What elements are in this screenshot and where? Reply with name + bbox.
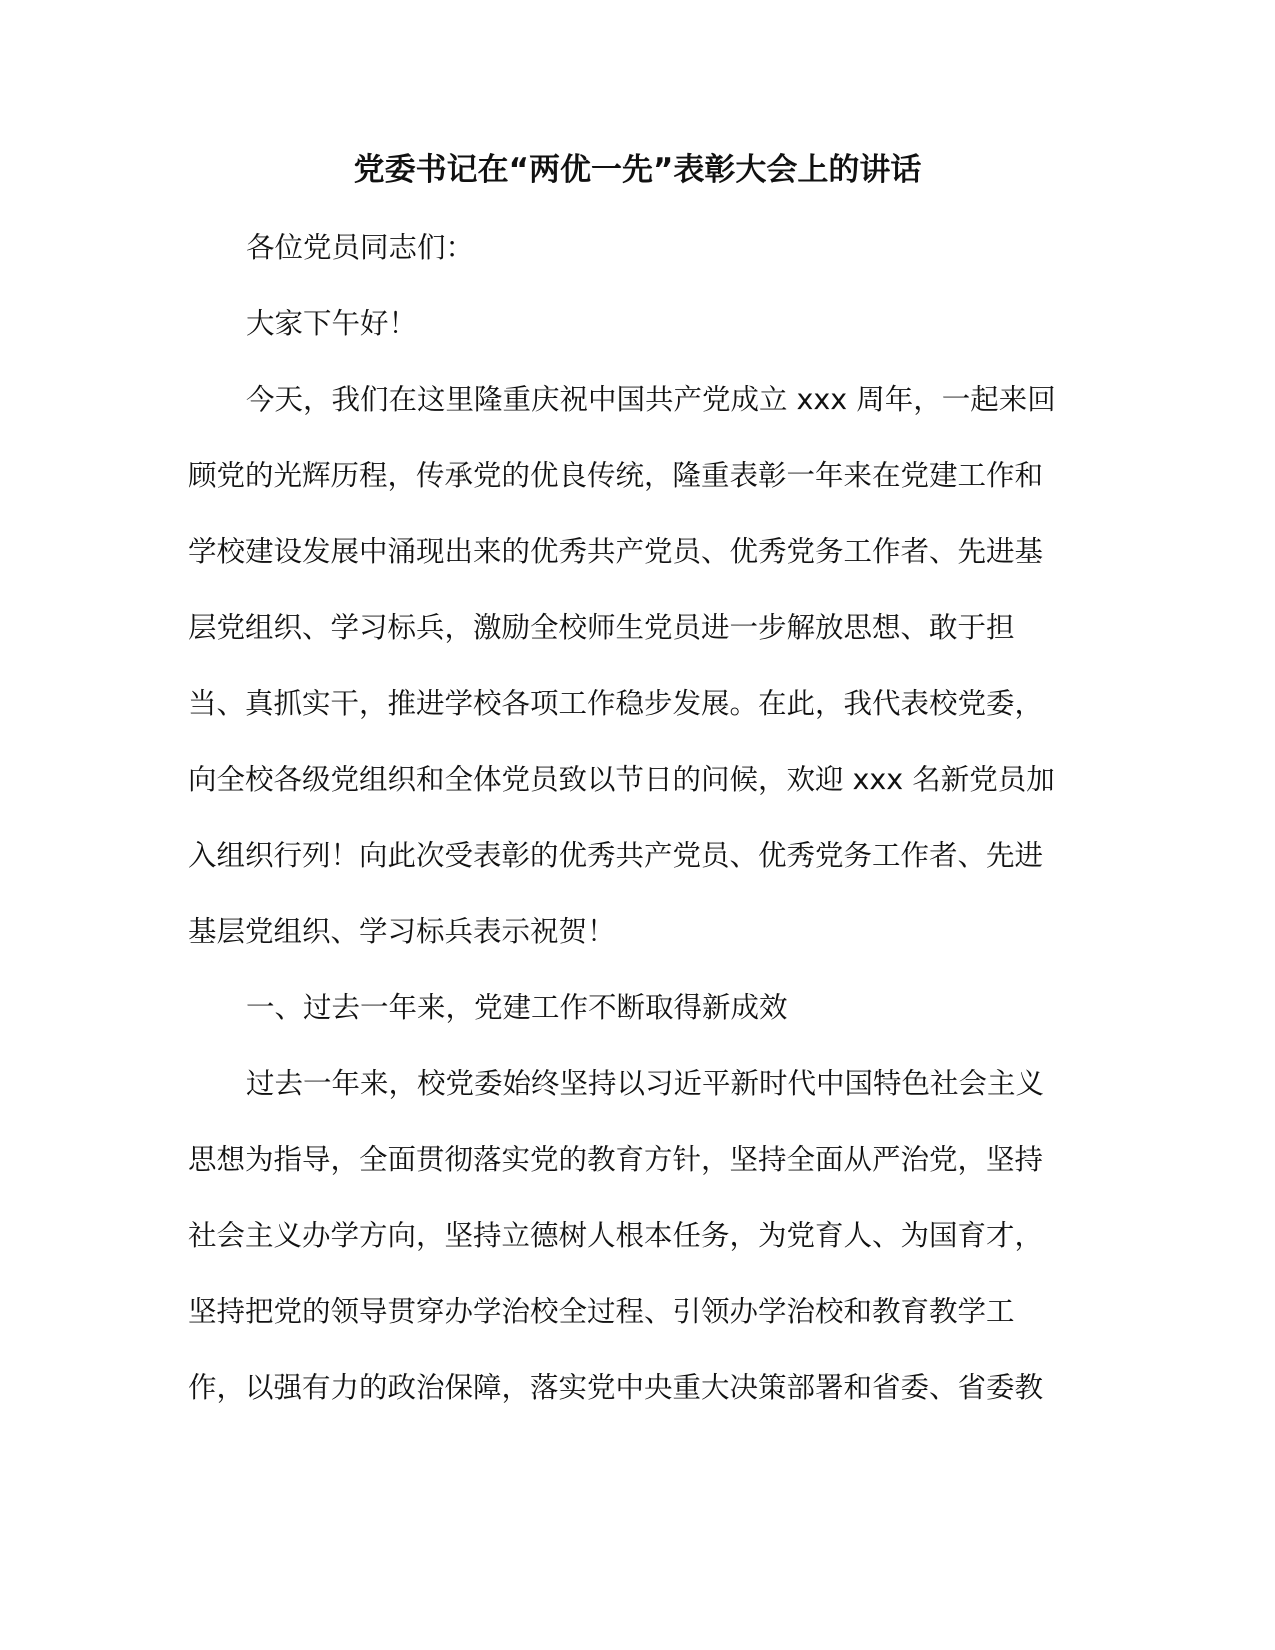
paragraph-line: 当、真抓实干，推进学校各项工作稳步发展。在此，我代表校党委， [188,687,1044,720]
paragraph-line: 作，以强有力的政治保障，落实党中央重大决策部署和省委、省委教 [188,1371,1044,1404]
paragraph-line: 思想为指导，全面贯彻落实党的教育方针，坚持全面从严治党，坚持 [188,1143,1044,1176]
paragraph-line: 基层党组织、学习标兵表示祝贺！ [188,915,616,948]
paragraph-line: 坚持把党的领导贯穿办学治校全过程、引领办学治校和教育教学工 [188,1295,1015,1328]
greeting-line: 大家下午好！ [246,307,418,340]
paragraph-line: 过去一年来，校党委始终坚持以习近平新时代中国特色社会主义 [246,1067,1045,1100]
paragraph-line: 今天，我们在这里隆重庆祝中国共产党成立 xxx 周年，一起来回 [246,383,1056,416]
paragraph-line: 向全校各级党组织和全体党员致以节日的问候，欢迎 xxx 名新党员加 [188,763,1055,796]
paragraph-line: 层党组织、学习标兵，激励全校师生党员进一步解放思想、敢于担 [188,611,1015,644]
paragraph-line: 学校建设发展中涌现出来的优秀共产党员、优秀党务工作者、先进基 [188,535,1044,568]
paragraph-line: 入组织行列！向此次受表彰的优秀共产党员、优秀党务工作者、先进 [188,839,1044,872]
document-title: 党委书记在“两优一先”表彰大会上的讲话 [353,152,922,188]
paragraph-line: 顾党的光辉历程，传承党的优良传统，隆重表彰一年来在党建工作和 [188,459,1044,492]
salutation-line: 各位党员同志们： [246,231,475,264]
paragraph-line: 社会主义办学方向，坚持立德树人根本任务，为党育人、为国育才， [188,1219,1044,1252]
section-heading: 一、过去一年来，党建工作不断取得新成效 [246,991,788,1024]
